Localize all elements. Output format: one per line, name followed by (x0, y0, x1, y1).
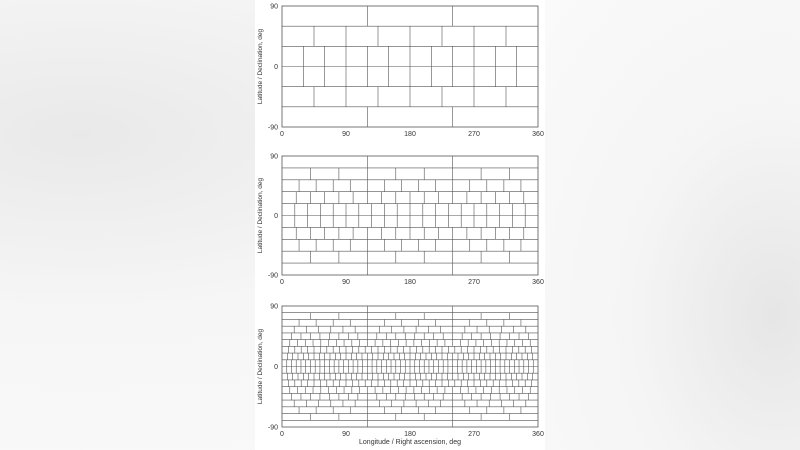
x-tick-label: 270 (468, 131, 480, 138)
y-tick-label: 0 (274, 364, 278, 371)
x-tick-label: 90 (342, 431, 350, 438)
x-tick-label: 180 (404, 431, 416, 438)
x-tick-label: 180 (404, 279, 416, 286)
y-tick-label: 90 (270, 3, 278, 11)
x-tick-label: 180 (404, 131, 416, 138)
x-tick-label: 90 (342, 279, 350, 286)
y-axis-label: Latitude / Declination, deg (257, 28, 264, 105)
y-tick-label: -90 (267, 124, 278, 132)
y-tick-label: 90 (270, 303, 278, 311)
y-tick-label: 90 (270, 153, 278, 161)
x-tick-label: 360 (532, 131, 544, 138)
x-tick-label: 270 (468, 431, 480, 438)
x-tick-label: 0 (280, 279, 284, 286)
y-axis-label: Latitude / Declination, deg (257, 177, 264, 254)
y-tick-label: -90 (267, 424, 278, 432)
x-tick-label: 360 (532, 279, 544, 286)
chart-panel-1 (257, 4, 544, 139)
y-tick-label: 0 (274, 64, 278, 71)
y-tick-label: -90 (267, 272, 278, 280)
y-tick-label: 0 (274, 213, 278, 220)
chart-panel-2 (257, 154, 544, 287)
x-tick-label: 360 (532, 431, 544, 438)
y-axis-label: Latitude / Declination, deg (257, 328, 264, 405)
x-tick-label: 0 (280, 431, 284, 438)
x-axis-label: Longitude / Right ascension, deg (359, 439, 461, 446)
chart-panel-3 (257, 304, 544, 447)
x-tick-label: 90 (342, 131, 350, 138)
x-tick-label: 0 (280, 131, 284, 138)
x-tick-label: 270 (468, 279, 480, 286)
